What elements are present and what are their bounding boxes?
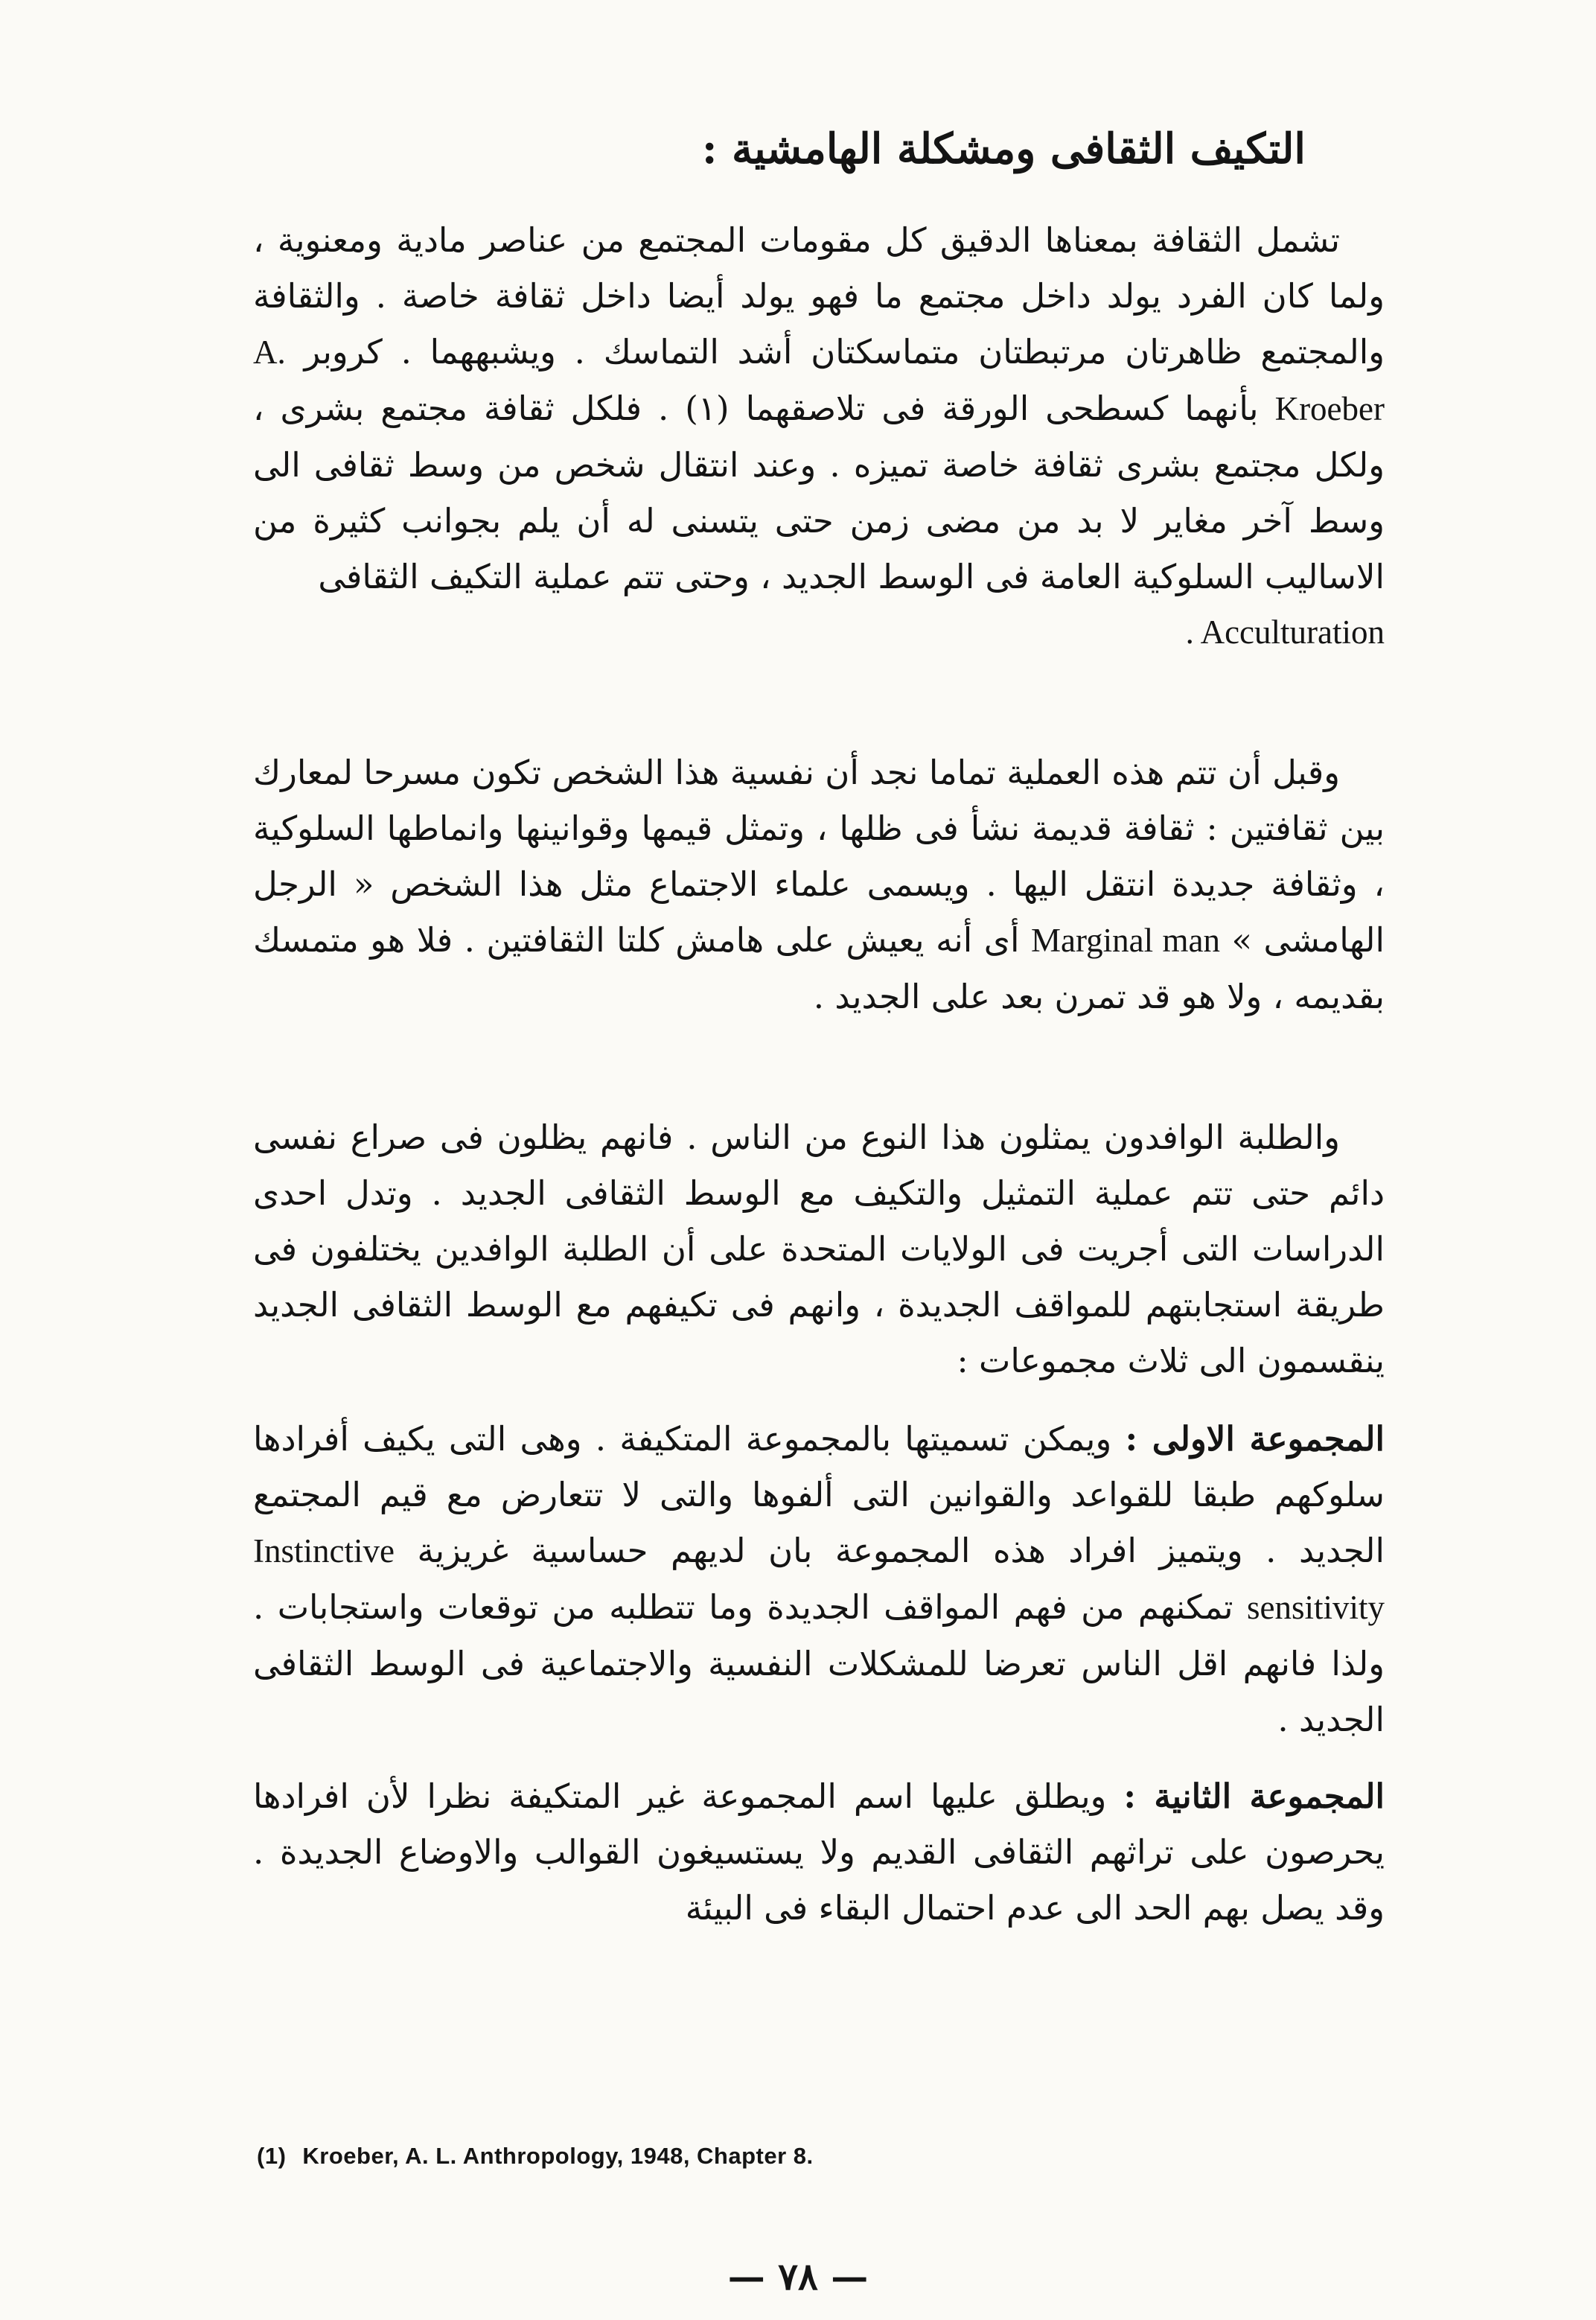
marginal-man-latin: Marginal man	[1030, 922, 1221, 959]
paragraph-2-text-continued: أى أنه يعيش على هامش كلتا الثقافتين . فلا هو متمسك بقديمه ، ولا هو قد تمرن بعد على الجديد .	[253, 920, 1385, 1016]
paragraph-1-text: تشمل الثقافة بمعناها الدقيق كل مقومات المجتمع من عناصر مادية ومعنوية ، ولما كان الفرد يولد داخل مجتمع ما فهو يولد أيضا داخل ثقافة خاصة . والثقافة والمجتمع ظاهرتان مرتبطتان متماسكتان أشد التماسك . ويشبههما . كروبر	[253, 220, 1385, 372]
group-one-text-continued: تمكنهم من فهم المواقف الجديدة وما تتطلبه من توقعات واستجابات . ولذا فانهم اقل الناس تعرضا للمشكلات النفسية والاجتماعية فى الوسط الثقافى الجديد .	[253, 1587, 1385, 1739]
paragraph-group-two	[253, 1768, 1385, 1936]
instinctive-sensitivity-latin: Instinctive sensitivity	[253, 1532, 1385, 1626]
kroeber-latin: A. Kroeber	[253, 334, 1385, 427]
group-two-title: المجموعة الثانية :	[1123, 1776, 1385, 1816]
paragraph-1-text-continued: بأنهما كسطحى الورقة فى تلاصقهما (١) . فلكل ثقافة مجتمع بشرى ، ولكل مجتمع بشرى ثقافة خاصة تميزه . وعند انتقال شخص من وسط ثقافى الى وسط آخر مغاير لا بد من مضى زمن حتى يتسنى له أن يلم بجوانب كثيرة من الاساليب السلوكية العامة فى الوسط الجديد ، وحتى تتم عملية التكيف الثقافى	[253, 389, 1385, 596]
group-two-text: ويطلق عليها اسم المجموعة غير المتكيفة نظرا لأن افرادها يحرصون على تراثهم الثقافى القديم ولا يستسيغون القوالب والاوضاع الجديدة . وقد يصل بهم الحد الى عدم احتمال البقاء فى البيئة	[253, 1776, 1385, 1928]
group-one-text: ويمكن تسميتها بالمجموعة المتكيفة . وهى التى يكيف أفرادها سلوكهم طبقا للقواعد والقوانين التى ألفوها والتى لا تتعارض مع قيم المجتمع الجديد . ويتميز افراد هذه المجموعة بان لديهم حساسية غريزية	[253, 1419, 1385, 1570]
acculturation-term: . Acculturation	[1185, 614, 1385, 651]
footnote-marker: (1)	[257, 2143, 287, 2169]
paragraph-group-one	[253, 1411, 1385, 1747]
paragraph-3	[253, 1109, 1385, 1389]
footnote-text: Kroeber, A. L. Anthropology, 1948, Chapter 8.	[302, 2143, 814, 2169]
page-number: — ٧٨ —	[727, 2254, 869, 2298]
section-heading: التكيف الثقافى ومشكلة الهامشية :	[701, 124, 1306, 173]
group-one-title: المجموعة الاولى :	[1125, 1419, 1385, 1459]
paragraph-3-text: والطلبة الوافدون يمثلون هذا النوع من الناس . فانهم يظلون فى صراع نفسى دائم حتى تتم عملية التمثيل والتكيف مع الوسط الثقافى الجديد . وتدل احدى الدراسات التى أجريت فى الولايات المتحدة على أن الطلبة الوافدين يختلفون فى طريقة استجابتهم للمواقف الجديدة ، وانهم فى تكيفهم مع الوسط الثقافى الجديد ينقسمون الى ثلاث مجموعات :	[253, 1118, 1385, 1380]
footnote	[257, 2143, 1373, 2170]
paragraph-1	[253, 212, 1385, 660]
paragraph-2	[253, 745, 1385, 1024]
paragraph-2-text: وقبل أن تتم هذه العملية تماما نجد أن نفسية هذا الشخص تكون مسرحا لمعارك بين ثقافتين : ثقافة قديمة نشأ فى ظلها ، وتمثل قيمها وقوانينها وانماطها السلوكية ، وثقافة جديدة انتقل اليها . ويسمى علماء الاجتماع مثل هذا الشخص « الرجل الهامشى »	[253, 753, 1385, 960]
